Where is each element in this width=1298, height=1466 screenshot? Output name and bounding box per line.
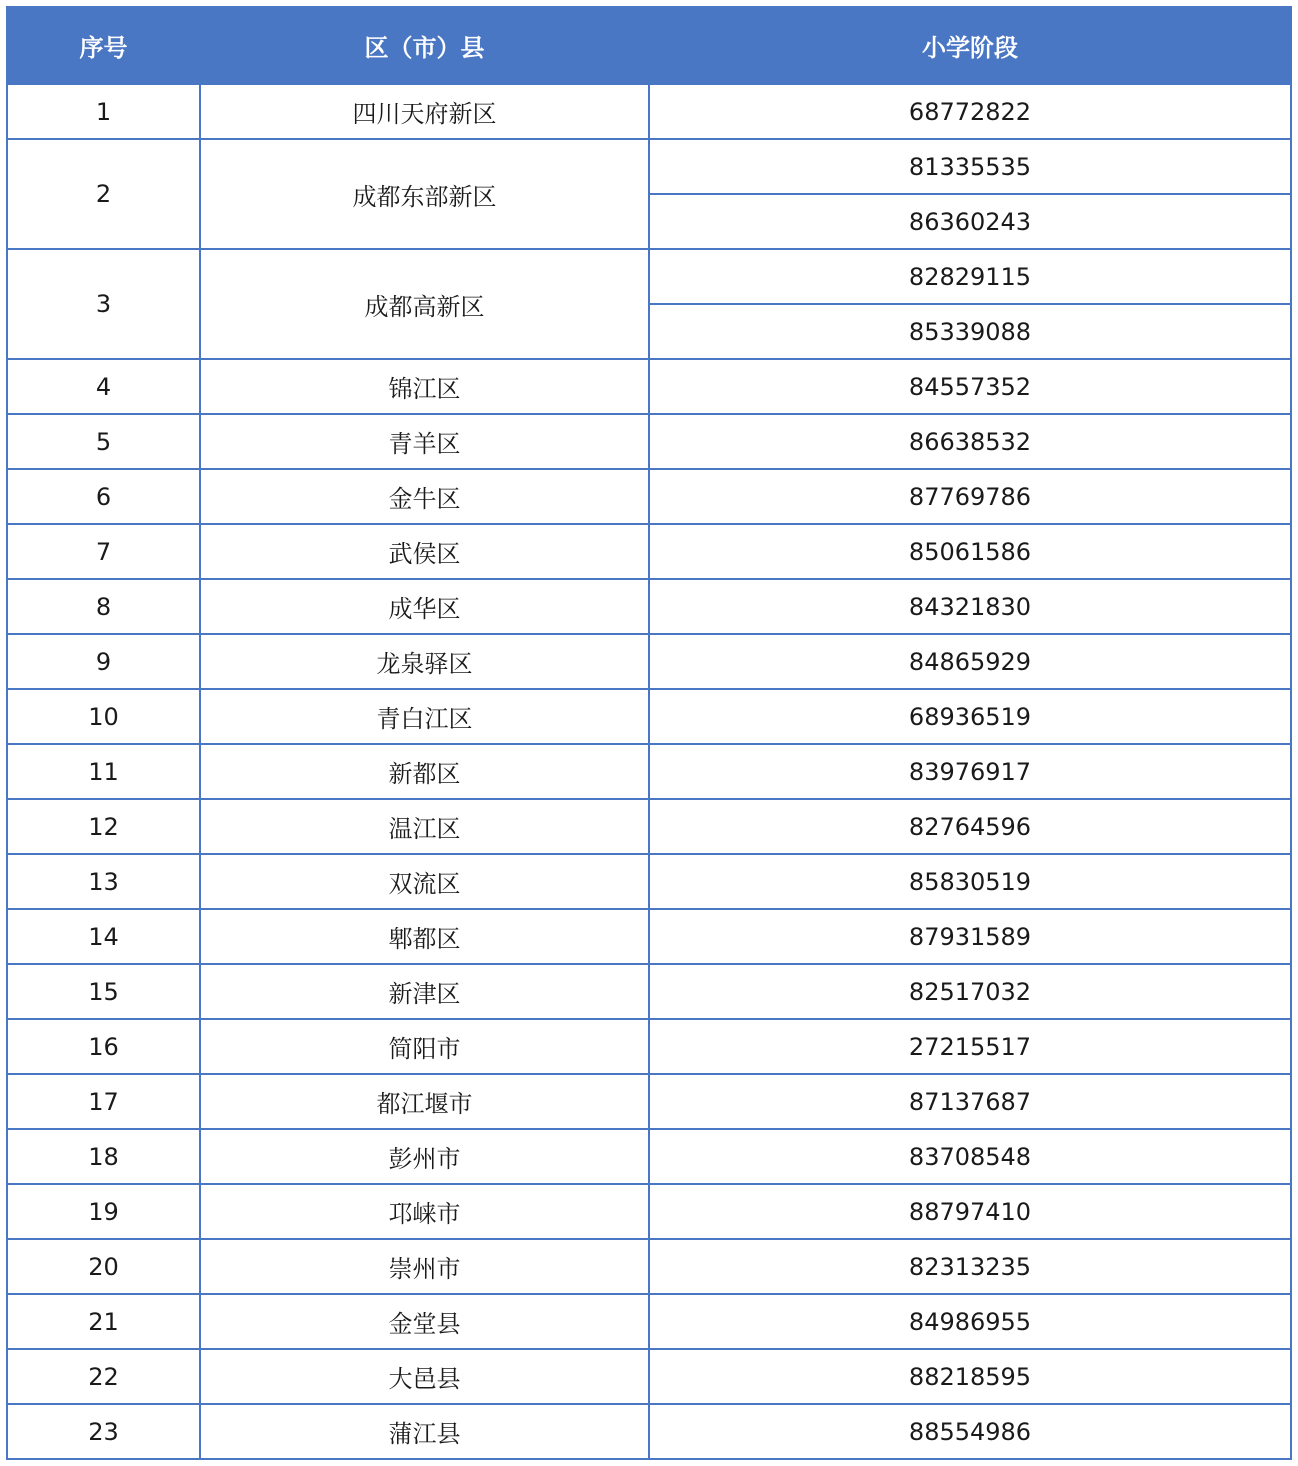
row-phone: 86638532: [649, 414, 1291, 469]
table-row: [7, 1184, 1291, 1239]
row-index: 11: [7, 744, 200, 799]
row-district: 大邑县: [200, 1349, 649, 1404]
row-district: 成华区: [200, 579, 649, 634]
row-phone: 84321830: [649, 579, 1291, 634]
row-index: 6: [7, 469, 200, 524]
row-district: 郫都区: [200, 909, 649, 964]
table-row: [7, 579, 1291, 634]
table-row: [7, 854, 1291, 909]
table-row: [7, 249, 1291, 304]
header-phone: 小学阶段: [649, 7, 1291, 84]
row-index: 19: [7, 1184, 200, 1239]
row-phone: 88797410: [649, 1184, 1291, 1239]
table-row: [7, 964, 1291, 1019]
table-row: [7, 909, 1291, 964]
row-phone: 85339088: [649, 304, 1291, 359]
row-phone: 87769786: [649, 469, 1291, 524]
row-district: 新津区: [200, 964, 649, 1019]
row-phone: 83976917: [649, 744, 1291, 799]
row-index: 5: [7, 414, 200, 469]
table-row: [7, 1294, 1291, 1349]
row-phone: 82764596: [649, 799, 1291, 854]
table-row: [7, 1239, 1291, 1294]
row-index: 22: [7, 1349, 200, 1404]
header-row: [7, 7, 1291, 84]
row-phone: 88218595: [649, 1349, 1291, 1404]
row-phone: 84557352: [649, 359, 1291, 414]
row-district: 四川天府新区: [200, 84, 649, 139]
row-index: 12: [7, 799, 200, 854]
row-district: 青羊区: [200, 414, 649, 469]
row-district: 金牛区: [200, 469, 649, 524]
row-index: 8: [7, 579, 200, 634]
row-index: 21: [7, 1294, 200, 1349]
row-phone: 88554986: [649, 1404, 1291, 1459]
row-index: 20: [7, 1239, 200, 1294]
row-district: 温江区: [200, 799, 649, 854]
row-index: 9: [7, 634, 200, 689]
table-row: [7, 1349, 1291, 1404]
row-district: 邛崃市: [200, 1184, 649, 1239]
table-row: [7, 799, 1291, 854]
row-district: 蒲江县: [200, 1404, 649, 1459]
row-phone: 87137687: [649, 1074, 1291, 1129]
row-district: 简阳市: [200, 1019, 649, 1074]
row-phone: 84865929: [649, 634, 1291, 689]
table-row: [7, 469, 1291, 524]
row-phone: 82829115: [649, 249, 1291, 304]
table-row: [7, 1019, 1291, 1074]
table-header: [7, 7, 1291, 84]
row-index: 4: [7, 359, 200, 414]
row-index: 15: [7, 964, 200, 1019]
table-row: [7, 1129, 1291, 1184]
row-district: 都江堰市: [200, 1074, 649, 1129]
row-index: 16: [7, 1019, 200, 1074]
row-district: 新都区: [200, 744, 649, 799]
row-district: 锦江区: [200, 359, 649, 414]
row-district: 崇州市: [200, 1239, 649, 1294]
row-index: 3: [7, 249, 200, 359]
row-index: 7: [7, 524, 200, 579]
row-index: 1: [7, 84, 200, 139]
table-row: [7, 744, 1291, 799]
row-phone: 84986955: [649, 1294, 1291, 1349]
table-row: [7, 524, 1291, 579]
row-district: 成都东部新区: [200, 139, 649, 249]
row-phone: 82517032: [649, 964, 1291, 1019]
row-index: 17: [7, 1074, 200, 1129]
row-district: 青白江区: [200, 689, 649, 744]
row-index: 23: [7, 1404, 200, 1459]
table-row: [7, 1074, 1291, 1129]
row-phone: 85830519: [649, 854, 1291, 909]
row-phone: 83708548: [649, 1129, 1291, 1184]
row-district: 成都高新区: [200, 249, 649, 359]
row-district: 龙泉驿区: [200, 634, 649, 689]
row-district: 彭州市: [200, 1129, 649, 1184]
table-row: [7, 414, 1291, 469]
table-row: [7, 634, 1291, 689]
row-index: 18: [7, 1129, 200, 1184]
table-row: [7, 689, 1291, 744]
table-row: [7, 359, 1291, 414]
row-phone: 85061586: [649, 524, 1291, 579]
row-phone: 87931589: [649, 909, 1291, 964]
table-row: [7, 139, 1291, 194]
row-district: 双流区: [200, 854, 649, 909]
header-district: 区（市）县: [200, 7, 649, 84]
table-row: [7, 84, 1291, 139]
row-phone: 82313235: [649, 1239, 1291, 1294]
row-phone: 86360243: [649, 194, 1291, 249]
row-index: 10: [7, 689, 200, 744]
row-phone: 68772822: [649, 84, 1291, 139]
row-index: 13: [7, 854, 200, 909]
row-phone: 27215517: [649, 1019, 1291, 1074]
row-district: 金堂县: [200, 1294, 649, 1349]
table-body: [7, 84, 1291, 1459]
row-phone: 68936519: [649, 689, 1291, 744]
row-phone: 81335535: [649, 139, 1291, 194]
row-index: 14: [7, 909, 200, 964]
phone-table: [6, 6, 1292, 1460]
table-row: [7, 1404, 1291, 1459]
row-index: 2: [7, 139, 200, 249]
header-index: 序号: [7, 7, 200, 84]
row-district: 武侯区: [200, 524, 649, 579]
